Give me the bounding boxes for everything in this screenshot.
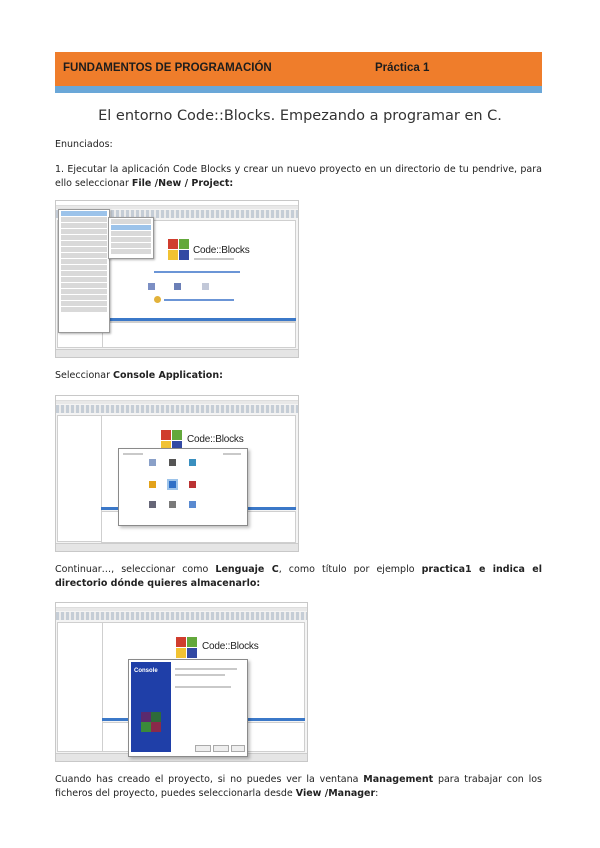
screenshot-file-new-project [55, 200, 299, 358]
course-title: FUNDAMENTOS DE PROGRAMACIÓN [63, 62, 272, 74]
codeblocks-logo-text-3: Code::Blocks [202, 641, 259, 652]
wizard-side-panel [131, 662, 171, 752]
codeblocks-logo-text: Code::Blocks [193, 245, 250, 256]
codeblocks-logo-3 [176, 637, 198, 659]
step-4-text: Cuando has creado el proyecto, si no puedes ver la ventana Management para trabajar con los ficheros del proyecto, puedes seleccionarla desde View /Manager: [55, 774, 542, 799]
file-menu-dropdown [58, 209, 110, 333]
practice-number: Práctica 1 [375, 62, 430, 74]
codeblocks-logo [168, 239, 190, 261]
screenshot-console-application [55, 395, 299, 552]
header-bar [55, 52, 542, 86]
wizard-console-label: Console [134, 668, 158, 674]
step-3-text: Continuar…, seleccionar como Lenguaje C, como título por ejemplo practica1 e indica el directorio dónde quieres almacenarlo: [55, 564, 542, 589]
console-wizard-dialog [128, 659, 248, 757]
step-1-text: 1. Ejecutar la aplicación Code Blocks y crear un nuevo proyecto en un directorio de tu pendrive, para ello seleccionar File /New / Project: [55, 164, 542, 189]
screenshot-console-wizard [55, 602, 308, 762]
new-from-template-dialog [118, 448, 248, 526]
page-title: El entorno Code::Blocks. Empezando a programar en C. [98, 108, 502, 124]
codeblocks-logo-text-2: Code::Blocks [187, 434, 244, 445]
new-submenu [108, 217, 154, 259]
header-underline [55, 86, 542, 93]
step-2-text: Seleccionar Console Application: [55, 370, 223, 381]
enunciados-label: Enunciados: [55, 139, 113, 150]
